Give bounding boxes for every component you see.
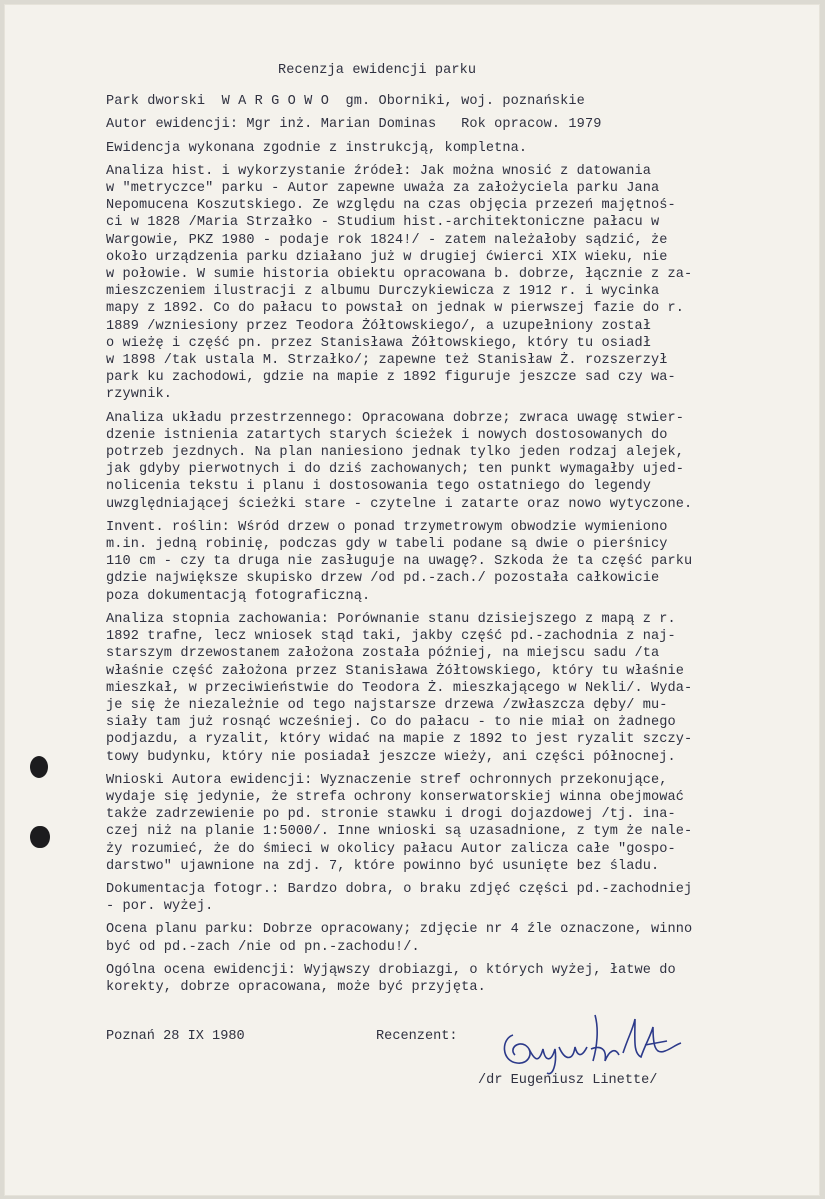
conclusions-paragraph: Wnioski Autora ewidencji: Wyznaczenie stref ochronnych przekonujące, wydaje się jedynie, że strefa ochrony konserwatorskiej winna obejmować także zadrzewienie po pd. stronie stawku i drogi dojazdowej /tj. ina- czej niż na planie 1:5000/. Inne wnioski są uzasadnione, z tym że nale- ży rozumieć, że do śmieci w okolicy pałacu Autor zalicza całe "gospo- darstwo" ujawnione na zdj. 7, które powinno być usunięte bez śladu.: [106, 772, 693, 874]
preservation-paragraph: Analiza stopnia zachowania: Porównanie stanu dzisiejszego z mapą z r. 1892 trafne, lecz wniosek stąd taki, jakby część pd.-zachodnia z naj- starszym drzewostanem założona została później, na miejscu sadu /ta właśnie część założona przez Stanisława Żółtowskiego, który tu właśnie mieszkał, w przeciwieństwie do Teodora Ż. mieszkającego w Nekli/. Wyda- je się że niezależnie od tego najstarsze drzewa /zwłaszcza dęby/ mu- siały tam już rosnąć wcześniej. Co do pałacu - to nie miał on żadnego podjazdu, a ryzalit, który widać na mapie z 1892 to jest ryzalit szczy- towy budynku, który nie posiadał jeszcze wieży, ani części północnej.: [106, 611, 693, 765]
overall-assessment-paragraph: Ogólna ocena ewidencji: Wyjąwszy drobiazgi, o których wyżej, łatwe do korekty, dobrze opracowana, może być przyjęta.: [106, 962, 676, 995]
photo-documentation-paragraph: Dokumentacja fotogr.: Bardzo dobra, o braku zdjęć części pd.-zachodniej - por. wyżej.: [106, 881, 693, 915]
review-text: [106, 62, 818, 1002]
document-title: Recenzja ewidencji parku: [278, 63, 477, 78]
punch-hole-upper: [30, 826, 48, 848]
historical-analysis-paragraph: Analiza hist. i wykorzystanie źródeł: Jak można wnosić z datowania w "metryczce" parku - Autor zapewne uważa za założyciela parku Jana Nepomucena Koszutskiego. Ze względu na czas objęcia przezeń majętnoś- ci w 1828 /Maria Strzałko - Studium hist.-architektoniczne pałacu w Wargowie, PKZ 1980 - podaje rok 1824!/ - zatem należałoby sądzić, że około urządzenia parku działano już w drugiej ćwierci XIX wieku, nie w połowie. W sumie historia obiektu opracowana b. dobrze, łącznie z za- mieszczeniem ilustracji z albumu Durczykiewicza z 1912 r. i wycinka mapy z 1892. Co do pałacu to powstał on jednak w pierwszej fazie do r. 1889 /wzniesiony przez Teodora Żółtowskiego/, a uzupełniony został o wieżę i część pn. przez Stanisława Żółtowskiego, który tu osiadł w 1898 /tak ustala M. Strzałko/; zapewne też Stanisław Ż. rozszerzył park ku zachodowi, gdzie na mapie z 1892 figuruje jeszcze sad czy wa- rzywnik.: [106, 163, 693, 403]
handwritten-signature: [495, 1005, 695, 1075]
spatial-layout-paragraph: Analiza układu przestrzennego: Opracowana dobrze; zwraca uwagę stwier- dzenie istnienia zatartych starych ścieżek i nowych dostosowanych do potrzeb jezdnych. Na plan naniesiono jednak tylko jeden rodzaj alejek, jak gdyby pierwotnych i do dziś zachowanych; ten punkt wymagałby ujed- nolicenia tekstu i planu i dostosowania tego ostatniego do legendy uwzględniającej ścieżki stare - czytelne i zatarte oraz nowo wytyczone.: [106, 410, 693, 512]
park-line: Park dworski W A R G O W O gm. Oborniki, woj. poznańskie: [106, 94, 585, 110]
plan-assessment-paragraph: Ocena planu parku: Dobrze opracowany; zdjęcie nr 4 źle oznaczone, winno być od pd.-zach /nie od pn.-zachodu!/.: [106, 922, 693, 955]
plant-inventory-paragraph: Invent. roślin: Wśród drzew o ponad trzymetrowym obwodzie wymieniono m.in. jedną robinię, podczas gdy w tabeli podane są dwie o pierśnicy 110 cm - czy ta druga nie zasługuje na uwagę?. Szkoda że ta część parku gdzie największe skupisko drzew /od pd.-zach./ pozostała całkowicie poza dokumentacją fotograficzną.: [106, 519, 693, 604]
document-footer: [106, 1028, 818, 1080]
punch-hole-lower: [30, 756, 48, 778]
reviewer-label: Recenzent:: [376, 1029, 458, 1044]
place-date: Poznań 28 IX 1980: [106, 1029, 245, 1044]
completeness-line: Ewidencja wykonana zgodnie z instrukcją, kompletna.: [106, 140, 528, 156]
author-line: Autor ewidencji: Mgr inż. Marian Dominas Rok opracow. 1979: [106, 117, 602, 133]
reviewer-name: /dr Eugeniusz Linette/: [478, 1073, 658, 1088]
